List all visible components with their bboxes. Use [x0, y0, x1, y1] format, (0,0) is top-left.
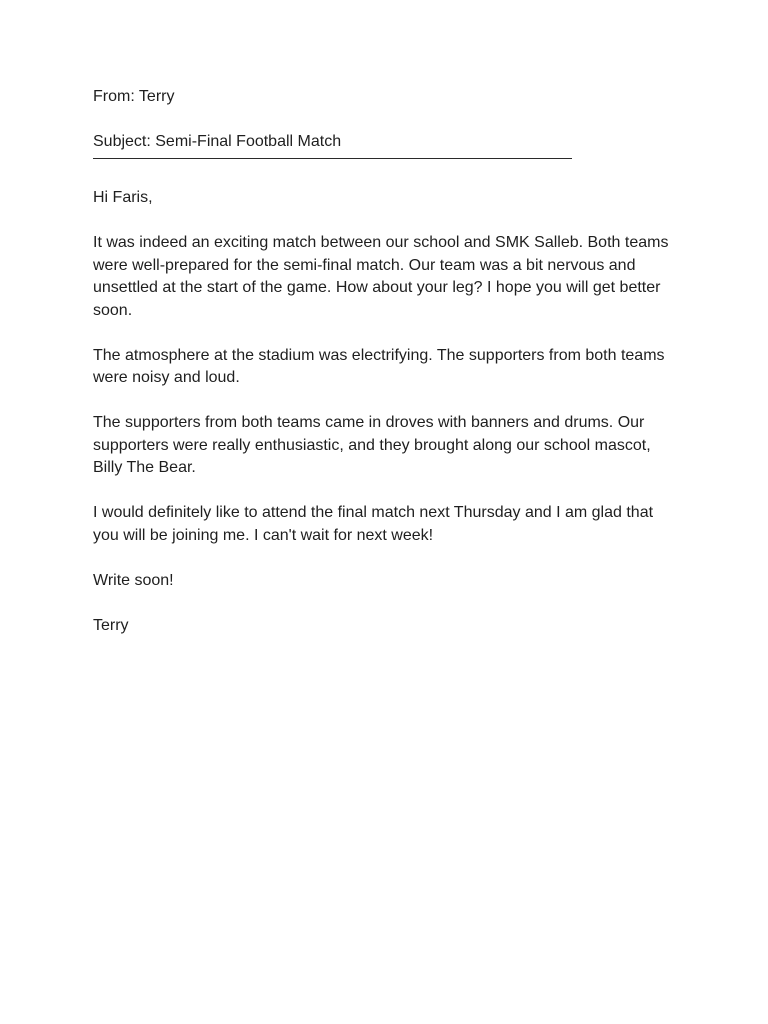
body-paragraph-3: The supporters from both teams came in droves with banners and drums. Our supporters were really enthusiastic, and they brought along our school mascot, Billy The Bear.: [93, 414, 651, 476]
body-paragraph-4: I would definitely like to attend the final match next Thursday and I am glad that you will be joining me. I can't wait for next week!: [93, 504, 654, 544]
from-line: From: Terry: [93, 88, 175, 105]
body-paragraph-2: The atmosphere at the stadium was electrifying. The supporters from both teams were noisy and loud.: [93, 346, 665, 386]
header-divider: [93, 158, 572, 159]
body-paragraph-1: It was indeed an exciting match between our school and SMK Salleb. Both teams were well-prepared for the semi-final match. Our team was a bit nervous and unsettled at the start of the game. How about your leg? I hope you will get better soon.: [93, 234, 669, 319]
greeting: Hi Faris,: [93, 189, 153, 206]
closing: Write soon!: [93, 571, 174, 589]
subject-line: Subject: Semi-Final Football Match: [93, 132, 342, 150]
letter-page: [93, 86, 683, 637]
signature: Terry: [93, 616, 129, 634]
